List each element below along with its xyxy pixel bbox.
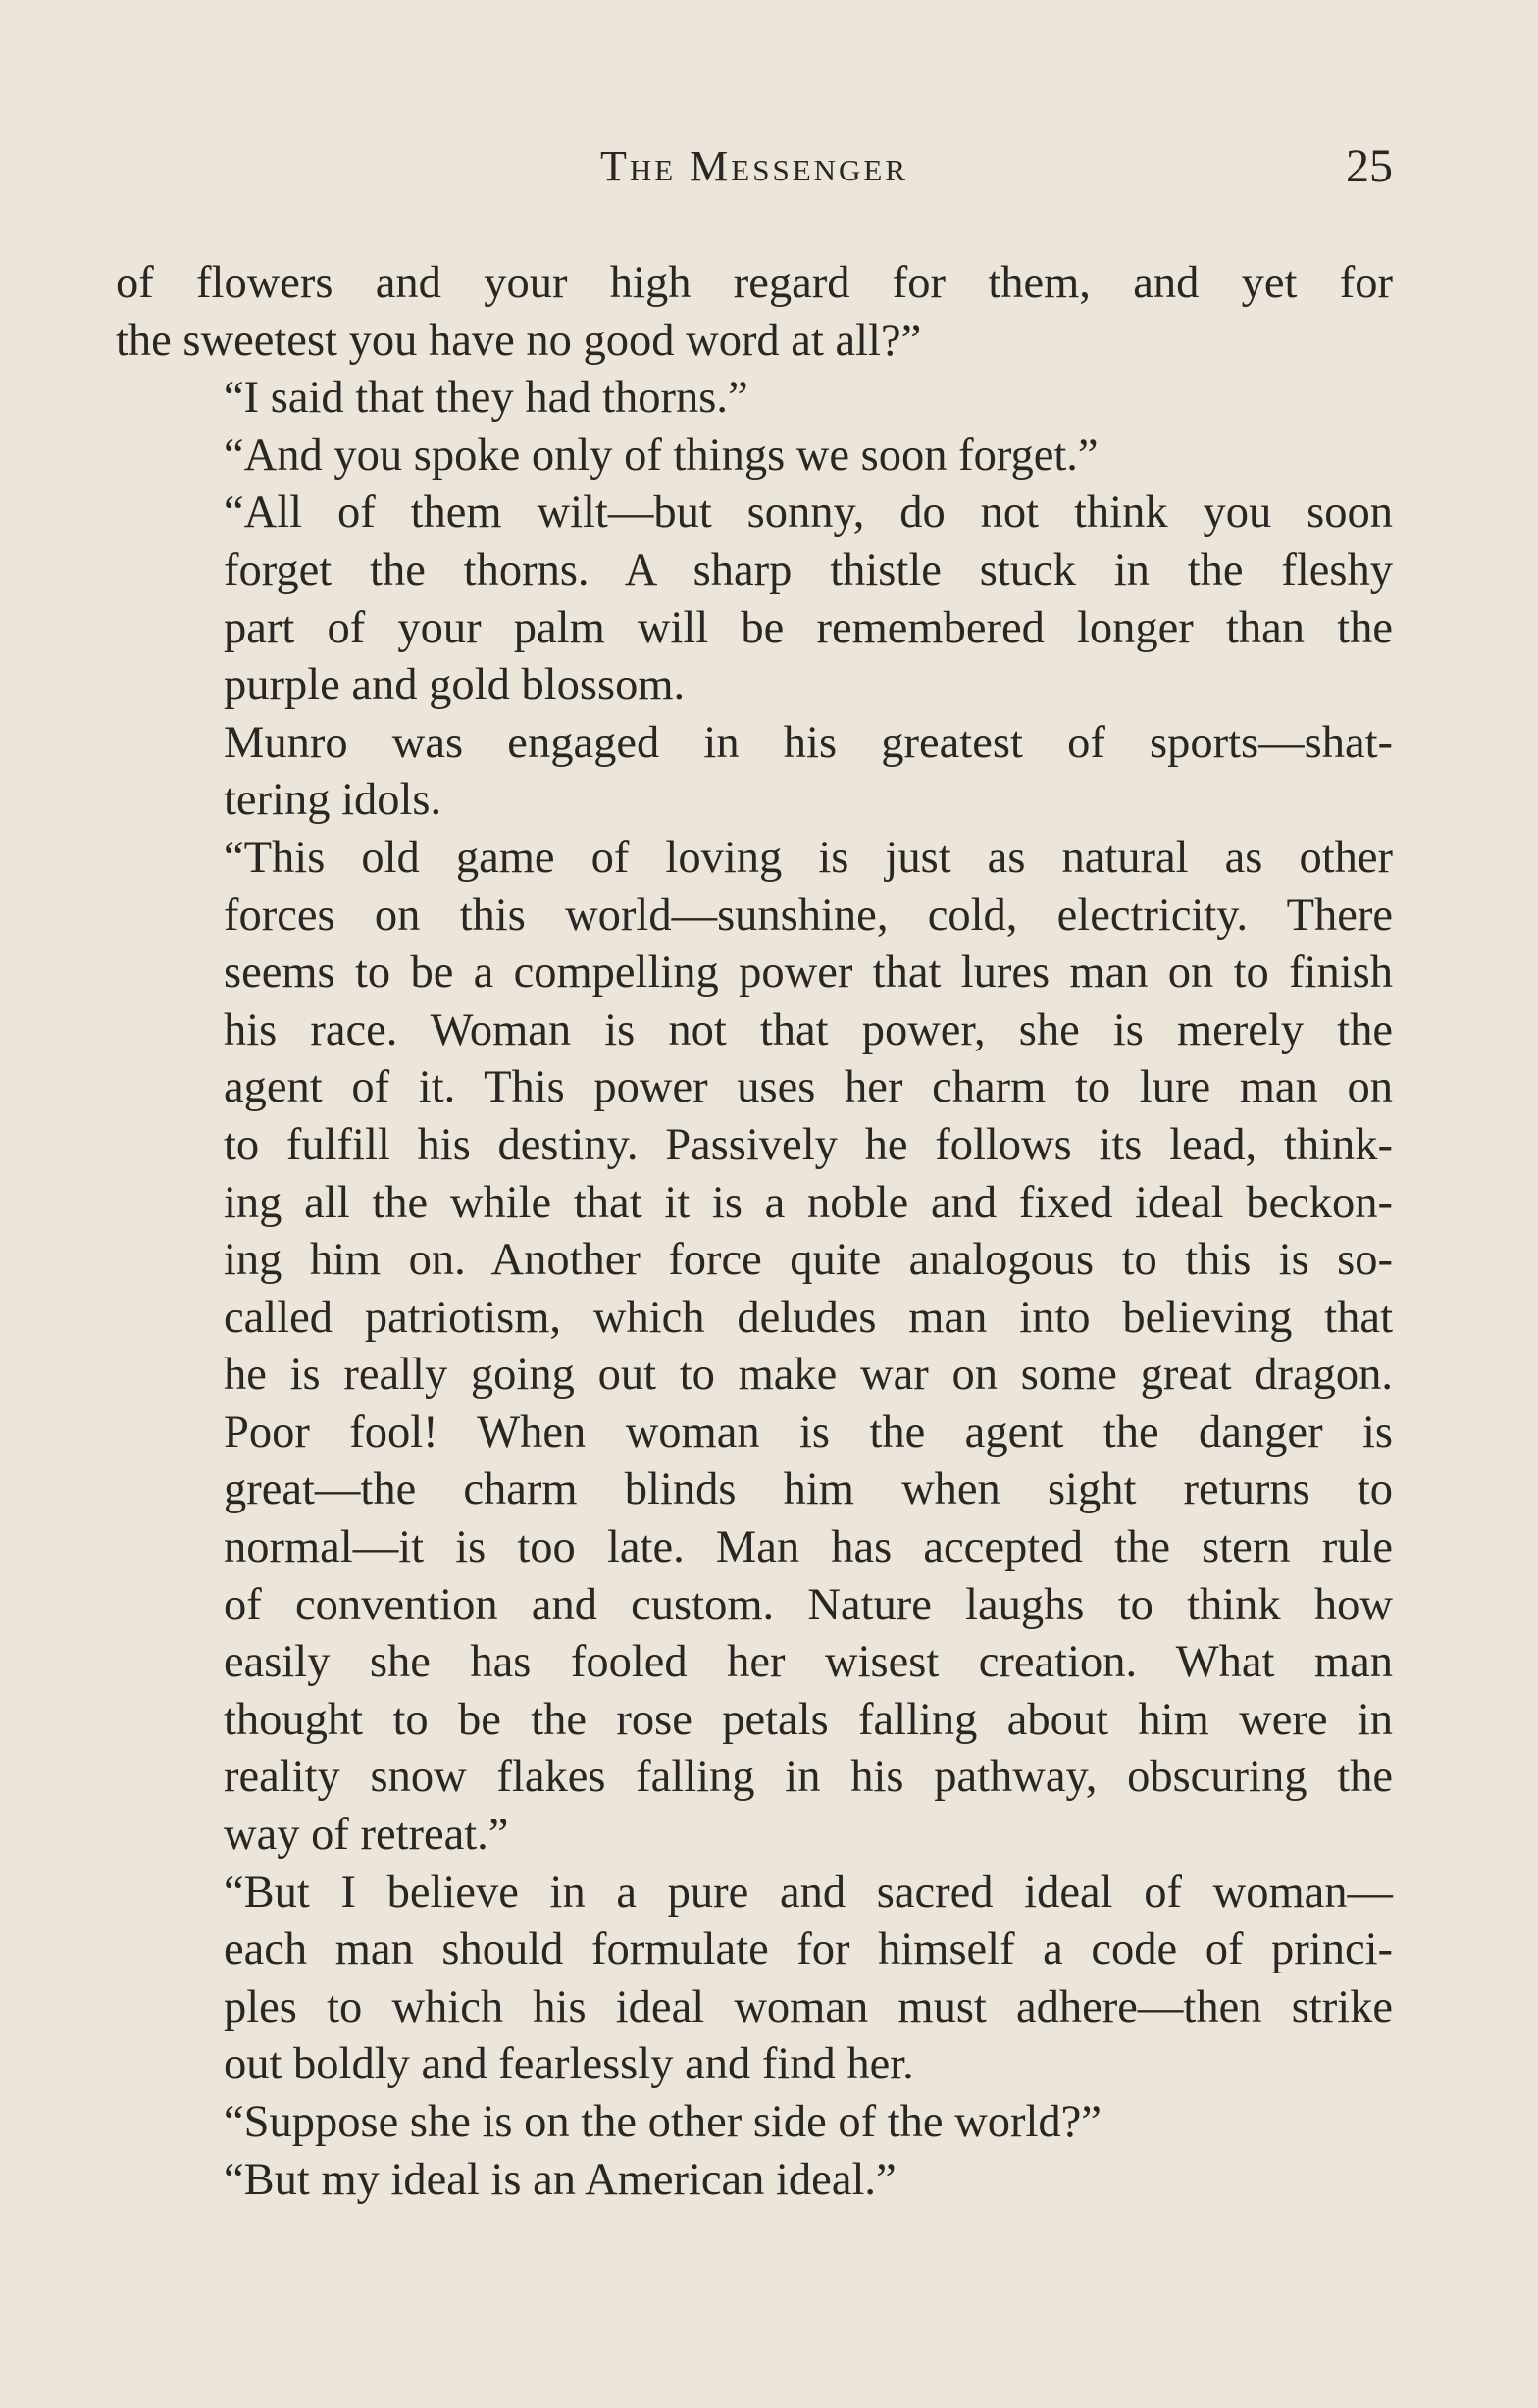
text-line: agent of it. This power uses her charm to lure man on [224,1062,1393,1113]
text-line: tering idols. [224,775,442,826]
text-line: his race. Woman is not that power, she is merely the [224,1004,1393,1055]
text-line: way of retreat.” [224,1810,509,1861]
text-line: to fulfill his destiny. Passively he follows its lead, think- [224,1119,1393,1170]
text-line: easily she has fooled her wisest creation. What man [224,1637,1393,1688]
text-line: forget the thorns. A sharp thistle stuck in the fleshy [224,544,1393,595]
text-line: “Suppose she is on the other side of the world?” [224,2097,1102,2147]
paragraph [116,370,1393,428]
text-line: “But I believe in a pure and sacred ideal of woman— [224,1867,1393,1918]
paragraph [116,428,1393,486]
paragraph [116,830,1393,1865]
text-line: “This old game of loving is just as natural as other [224,832,1393,883]
paragraph [116,2094,1393,2152]
text-line: ing him on. Another force quite analogous to this is so- [224,1235,1393,1286]
text-line: ing all the while that it is a noble and fixed ideal beckon- [224,1177,1393,1228]
text-line: each man should formulate for himself a code of princi- [224,1924,1393,1975]
text-line: of convention and custom. Nature laughs to think how [224,1579,1393,1630]
text-line: part of your palm will be remembered longer than the [224,602,1393,653]
paragraph [116,1865,1393,2094]
running-head [116,137,1393,196]
page-number: 25 [1346,140,1393,192]
text-line: “I said that they had thorns.” [224,373,748,424]
text-line: ples to which his ideal woman must adhere—then strike [224,1981,1393,2032]
text-line: reality snow flakes falling in his pathway, obscuring the [224,1752,1393,1803]
text-line: out boldly and fearlessly and find her. [224,2039,914,2090]
text-line: seems to be a compelling power that lures man on to finish [224,948,1393,999]
text-line: of flowers and your high regard for them, and yet for [116,258,1393,308]
body-text [116,255,1393,2209]
text-line: “And you spoke only of things we soon forget.” [224,430,1099,481]
text-line: the sweetest you have no good word at all?” [116,315,922,366]
paragraph [116,485,1393,714]
text-line: purple and gold blossom. [224,660,686,711]
text-line: “But my ideal is an American ideal.” [224,2154,897,2205]
text-line: normal—it is too late. Man has accepted the stern rule [224,1522,1393,1573]
text-line: Munro was engaged in his greatest of sports—shat- [224,717,1393,768]
text-line: forces on this world—sunshine, cold, electricity. There [224,890,1393,941]
text-line: great—the charm blinds him when sight returns to [224,1464,1393,1515]
text-line: thought to be the rose petals falling about him were in [224,1694,1393,1745]
paragraph [116,715,1393,830]
paragraph [116,255,1393,370]
running-title: The Messenger [599,142,909,190]
paragraph [116,2152,1393,2210]
text-line: Poor fool! When woman is the agent the danger is [224,1407,1393,1458]
text-line: “All of them wilt—but sonny, do not think you soon [224,487,1393,538]
text-line: he is really going out to make war on some great dragon. [224,1350,1393,1401]
text-line: called patriotism, which deludes man into believing that [224,1292,1393,1343]
